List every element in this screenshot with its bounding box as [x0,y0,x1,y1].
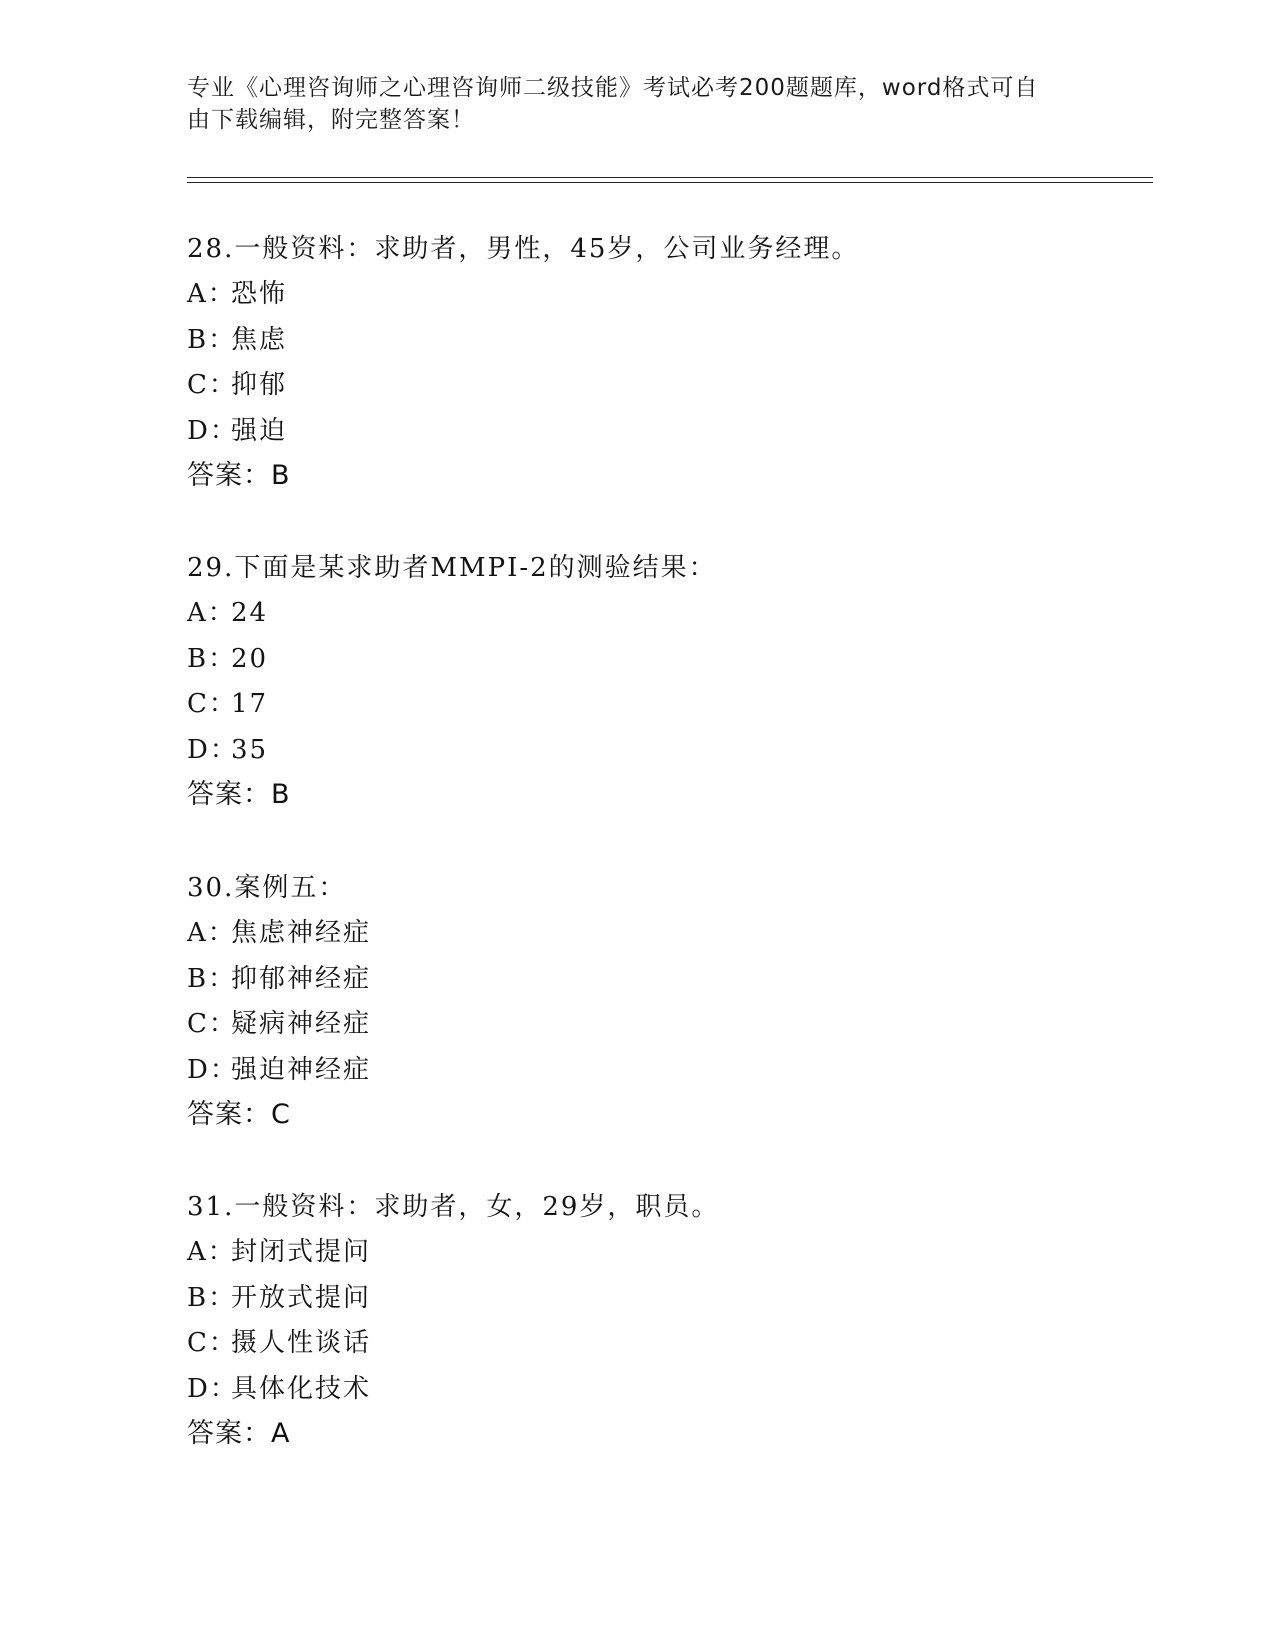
header-divider-bottom [187,182,1153,183]
option-letter: B： [187,963,237,994]
option-text: 焦虑神经症 [231,918,372,948]
option-text: 焦虑 [231,324,288,355]
option-text: 35 [231,734,269,765]
option-text: 恐怖 [231,279,288,309]
option-text: 开放式提问 [231,1282,372,1313]
header-line-1: 专业《心理咨询师之心理咨询师二级技能》考试必考200题题库，word格式可自 [187,75,1039,101]
option-text: 20 [231,643,269,674]
option-letter: A： [187,279,236,309]
header-line-2: 由下载编辑，附完整答案！ [187,107,475,133]
question-stem: 29.下面是某求助者MMPI-2的测验结果： [187,553,717,583]
option-d [187,1374,1147,1420]
option-text: 具体化技术 [231,1373,372,1404]
option-letter: A： [187,598,236,628]
option-a [187,918,1147,964]
option-a [187,598,1147,644]
option-letter: D： [187,1373,238,1404]
option-letter: B： [187,324,237,355]
option-d [187,416,1147,462]
option-b [187,325,1147,371]
answer-line: 答案：B [187,779,291,810]
question-block [187,1192,1147,1449]
question-block [187,234,1147,491]
option-b [187,964,1147,1010]
option-letter: D： [187,415,238,446]
option-letter: D： [187,734,238,765]
question-block [187,553,1147,810]
option-c [187,689,1147,735]
question-stem: 30.案例五： [187,873,347,903]
option-letter: C： [187,370,237,400]
option-c [187,1009,1147,1055]
option-letter: C： [187,689,237,719]
option-c [187,370,1147,416]
option-text: 强迫 [231,415,288,446]
question-block [187,873,1147,1130]
option-b [187,644,1147,690]
option-letter: B： [187,1282,237,1313]
option-b [187,1283,1147,1329]
option-text: 抑郁 [231,370,288,400]
option-text: 疑病神经症 [231,1009,372,1039]
document-header [187,72,1067,136]
option-letter: D： [187,1054,238,1085]
option-text: 抑郁神经症 [231,963,372,994]
answer-line: 答案：A [187,1418,291,1449]
option-a [187,279,1147,325]
header-divider-top [187,177,1153,178]
option-d [187,1055,1147,1101]
question-stem: 28.一般资料：求助者，男性，45岁，公司业务经理。 [187,234,860,264]
option-letter: B： [187,643,237,674]
answer-line: 答案：C [187,1099,291,1130]
answer-line: 答案：B [187,460,291,491]
option-text: 强迫神经症 [231,1054,372,1085]
option-d [187,735,1147,781]
option-letter: C： [187,1328,237,1358]
option-letter: A： [187,918,236,948]
question-stem: 31.一般资料：求助者，女，29岁，职员。 [187,1192,720,1222]
option-letter: A： [187,1237,236,1267]
option-letter: C： [187,1009,237,1039]
option-c [187,1328,1147,1374]
option-text: 24 [231,598,269,628]
option-text: 17 [231,689,269,719]
option-a [187,1237,1147,1283]
option-text: 封闭式提问 [231,1237,372,1267]
option-text: 摄人性谈话 [231,1328,372,1358]
